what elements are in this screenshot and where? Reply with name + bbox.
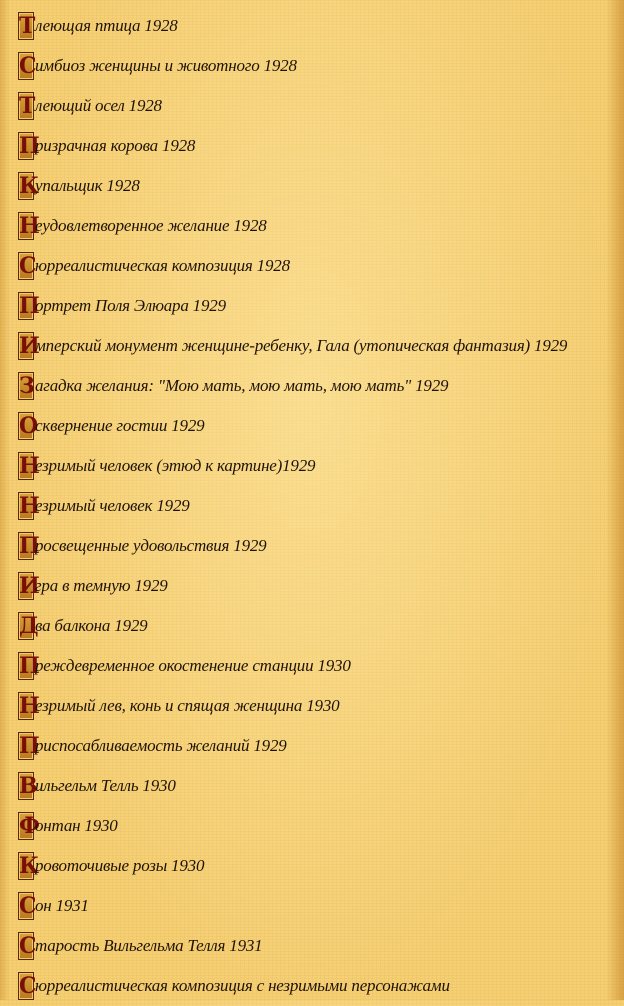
list-item (18, 6, 624, 46)
list-item (18, 166, 624, 206)
drop-cap-initial: П (19, 533, 40, 559)
list-item (18, 406, 624, 446)
artwork-title: ва балкона 1929 (35, 616, 148, 635)
list-item (18, 366, 624, 406)
list-item (18, 526, 624, 566)
drop-cap-initial: О (19, 413, 39, 439)
list-item (18, 566, 624, 606)
drop-cap-initial: И (19, 573, 40, 599)
drop-cap-initial: Н (19, 453, 40, 479)
list-item (18, 726, 624, 766)
drop-cap-initial: Н (19, 213, 40, 239)
drop-cap-initial: К (19, 853, 40, 879)
list-item (18, 686, 624, 726)
list-item (18, 846, 624, 886)
drop-cap-initial: П (19, 133, 40, 159)
list-item (18, 886, 624, 926)
list-item (18, 766, 624, 806)
artwork-title: имбиоз женщины и животного 1928 (35, 56, 297, 75)
artwork-title: он 1931 (35, 896, 89, 915)
list-item (18, 86, 624, 126)
drop-cap-initial: С (19, 53, 37, 79)
list-item (18, 126, 624, 166)
drop-cap-initial: П (19, 653, 40, 679)
artwork-title: еудовлетворенное желание 1928 (35, 216, 267, 235)
list-item (18, 926, 624, 966)
list-item (18, 246, 624, 286)
drop-cap-initial: Ф (19, 813, 40, 839)
list-item (18, 606, 624, 646)
artwork-title: леющий осел 1928 (35, 96, 162, 115)
drop-cap-initial: И (19, 333, 40, 359)
drop-cap-initial: С (19, 973, 37, 999)
drop-cap-initial: Н (19, 493, 40, 519)
artwork-title: юрреалистическая композиция 1928 (35, 256, 290, 275)
artwork-title: онтан 1930 (35, 816, 118, 835)
artwork-title: росвещенные удовольствия 1929 (35, 536, 267, 555)
list-item (18, 286, 624, 326)
drop-cap-initial: З (19, 373, 35, 399)
artwork-title: юрреалистическая композиция с незримыми персонажами (35, 976, 450, 995)
artwork-title: агадка желания: "Мою мать, мою мать, мою мать" 1929 (35, 376, 449, 395)
drop-cap-initial: К (19, 173, 40, 199)
artwork-title: ризрачная корова 1928 (35, 136, 196, 155)
artwork-title: сквернение гостии 1929 (35, 416, 205, 435)
drop-cap-initial: С (19, 893, 37, 919)
artwork-title: реждевременное окостенение станции 1930 (35, 656, 351, 675)
list-item (18, 446, 624, 486)
drop-cap-initial: В (19, 773, 38, 799)
artwork-title: ортрет Поля Элюара 1929 (35, 296, 226, 315)
drop-cap-initial: П (19, 293, 40, 319)
drop-cap-initial: Н (19, 693, 40, 719)
drop-cap-initial: С (19, 253, 37, 279)
list-item (18, 646, 624, 686)
artwork-title: леющая птица 1928 (35, 16, 178, 35)
artwork-title: езримый человек (этюд к картине)1929 (35, 456, 316, 475)
artwork-title: ильгельм Телль 1930 (35, 776, 176, 795)
list-item (18, 806, 624, 846)
drop-cap-initial: С (19, 933, 37, 959)
drop-cap-initial: Т (19, 93, 36, 119)
artwork-title: упальщик 1928 (35, 176, 140, 195)
drop-cap-initial: Д (19, 613, 39, 639)
list-item (18, 966, 624, 1006)
artwork-title: езримый лев, конь и спящая женщина 1930 (35, 696, 340, 715)
drop-cap-initial: П (19, 733, 40, 759)
list-item (18, 326, 624, 366)
drop-cap-initial: Т (19, 13, 36, 39)
list-item (18, 46, 624, 86)
artwork-title: гра в темную 1929 (35, 576, 168, 595)
list-item (18, 206, 624, 246)
artwork-title: тарость Вильгельма Телля 1931 (35, 936, 263, 955)
artwork-title: езримый человек 1929 (35, 496, 190, 515)
artwork-title: ровоточивые розы 1930 (35, 856, 205, 875)
list-item (18, 486, 624, 526)
artwork-title: риспосабливаемость желаний 1929 (35, 736, 287, 755)
artwork-title: мперский монумент женщине-ребенку, Гала (утопическая фантазия) 1929 (35, 336, 568, 355)
